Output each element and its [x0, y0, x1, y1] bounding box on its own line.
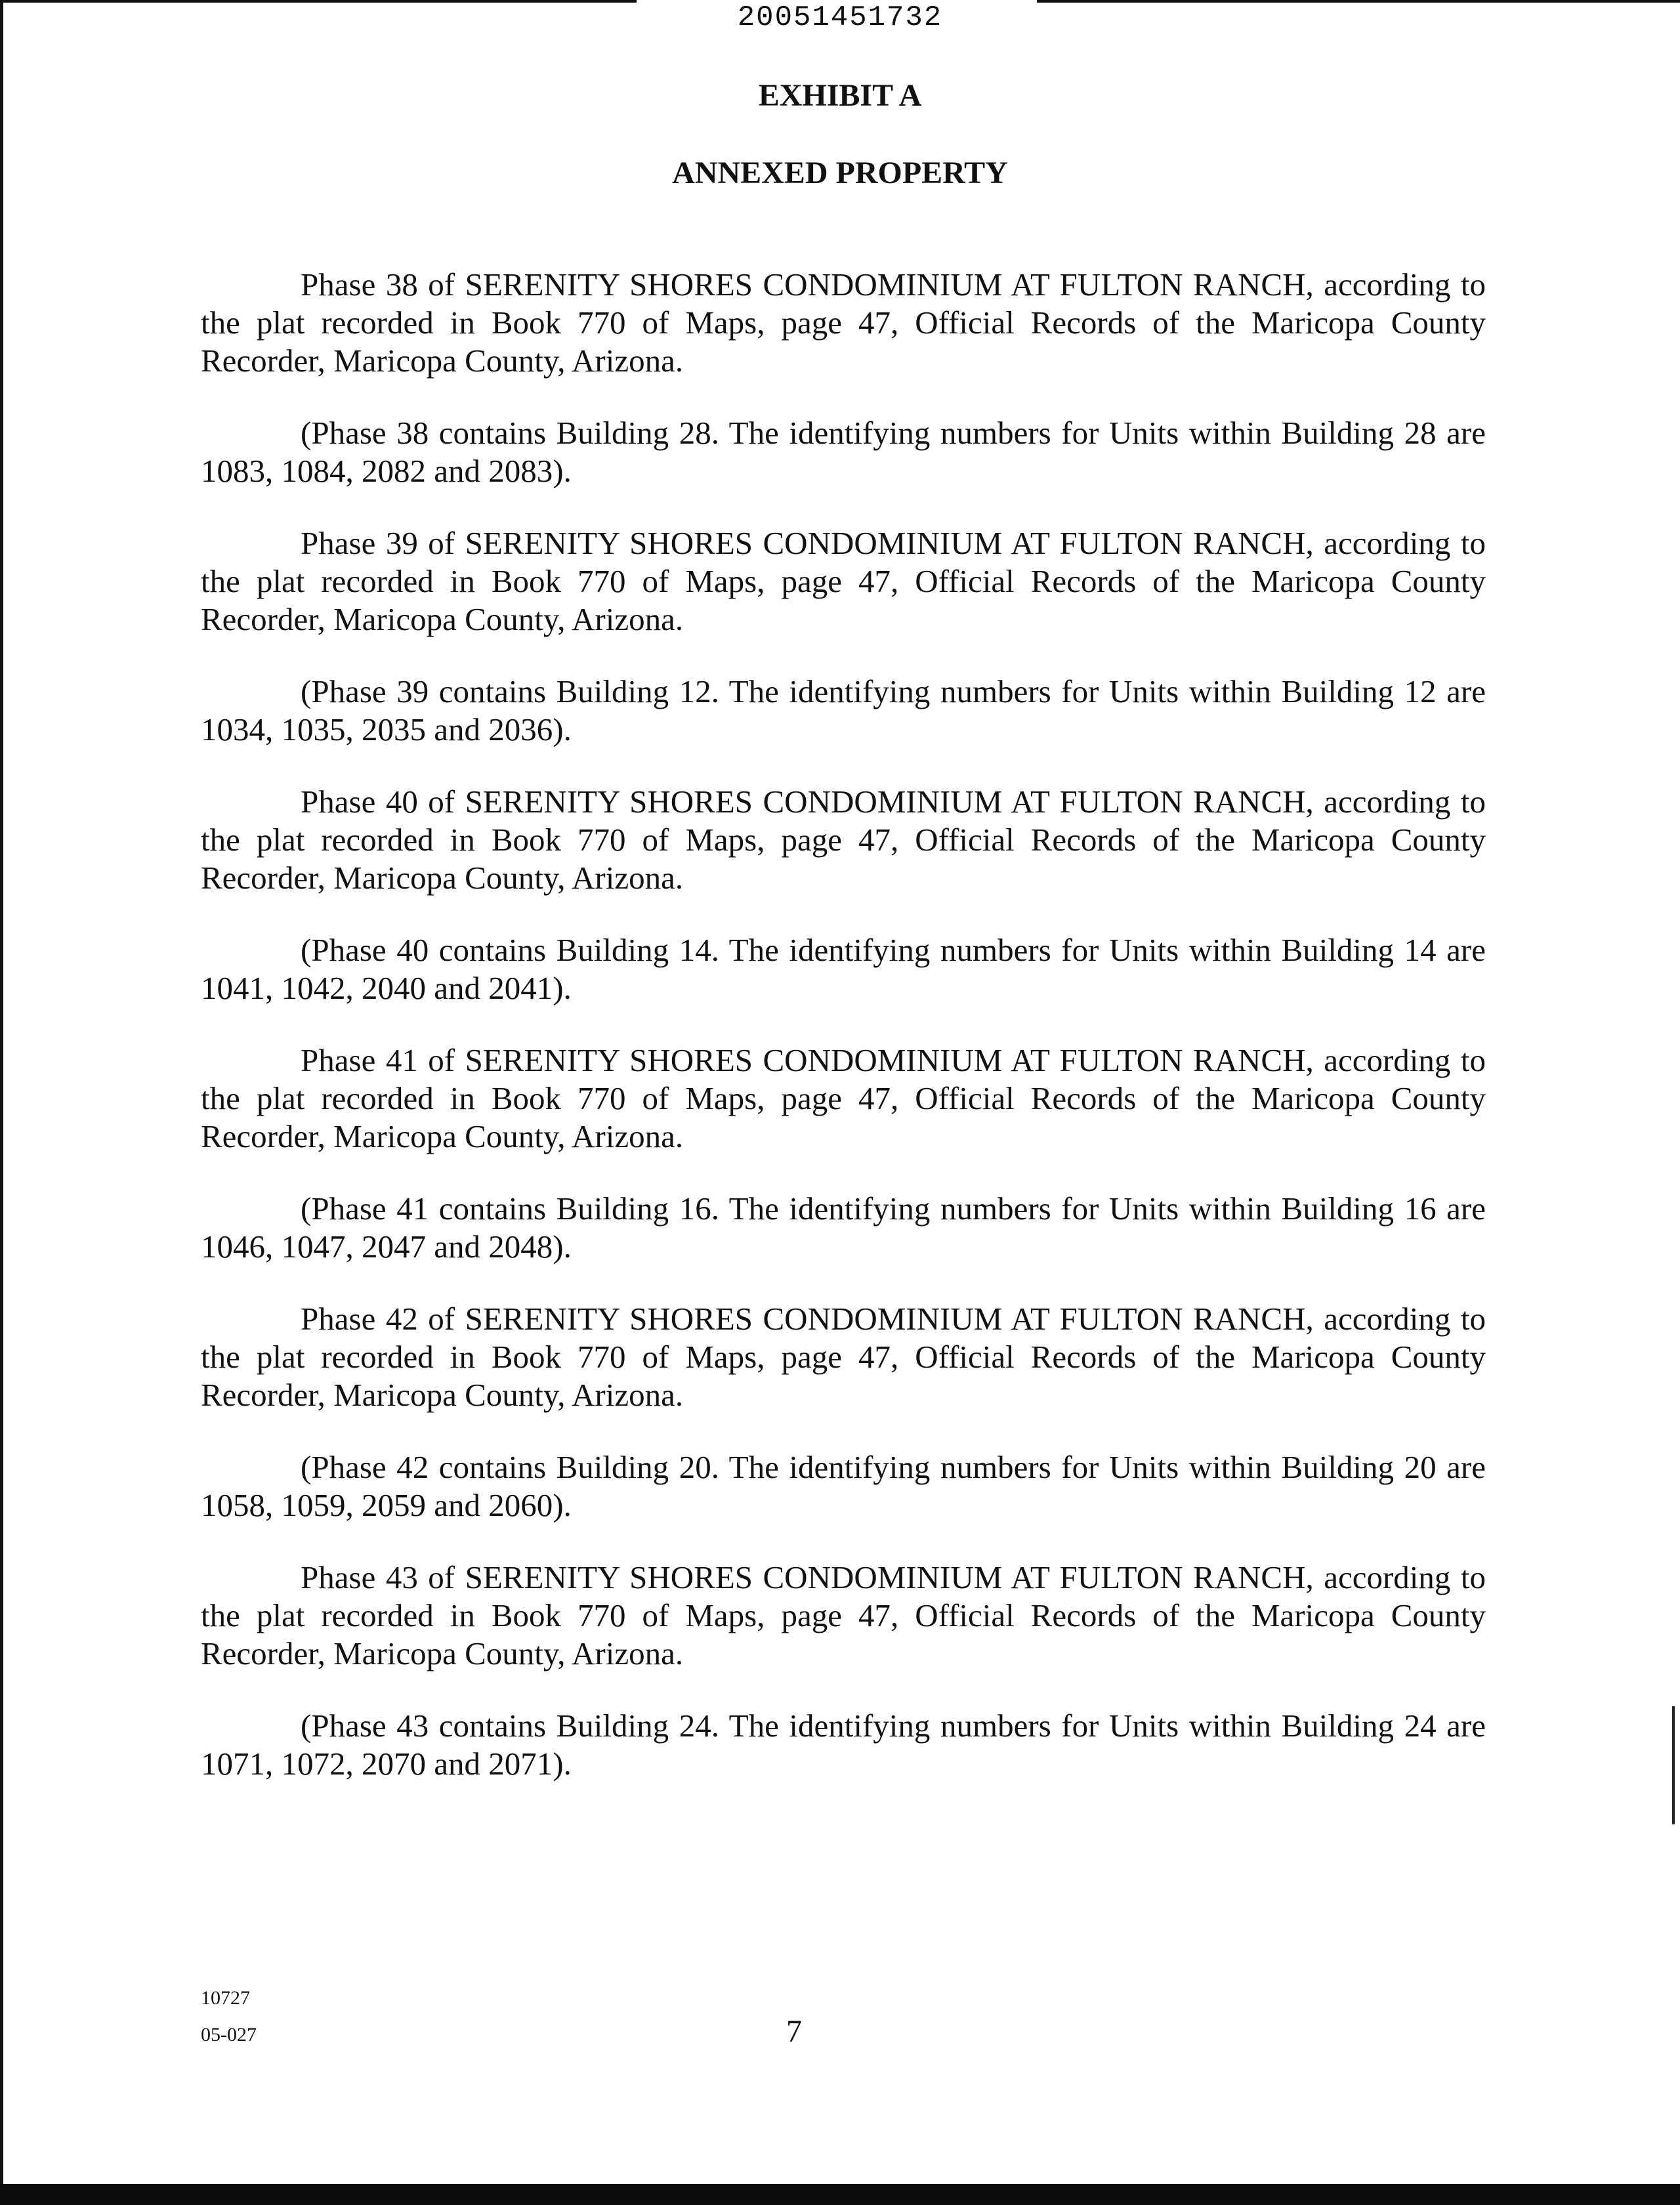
phase-40-description: Phase 40 of SERENITY SHORES CONDOMINIUM AT FULTON RANCH, according to the plat recorded in Book 770 of Maps, page 47, Official Records of the Maricopa County Recorder, Maricopa County, Arizona. — [201, 784, 1486, 896]
document-body — [201, 266, 1486, 1817]
phase-41-description: Phase 41 of SERENITY SHORES CONDOMINIUM AT FULTON RANCH, according to the plat recorded in Book 770 of Maps, page 47, Official Records of the Maricopa County Recorder, Maricopa County, Arizona. — [201, 1042, 1486, 1154]
phase-38-units: (Phase 38 contains Building 28. The identifying numbers for Units within Building 28 are 1083, 1084, 2082 and 2083). — [201, 415, 1486, 489]
bottom-scan-border — [0, 2184, 1680, 2205]
phase-43-description: Phase 43 of SERENITY SHORES CONDOMINIUM AT FULTON RANCH, according to the plat recorded in Book 770 of Maps, page 47, Official Records of the Maricopa County Recorder, Maricopa County, Arizona. — [201, 1559, 1486, 1671]
phase-42-description: Phase 42 of SERENITY SHORES CONDOMINIUM AT FULTON RANCH, according to the plat recorded in Book 770 of Maps, page 47, Official Records of the Maricopa County Recorder, Maricopa County, Arizona. — [201, 1301, 1486, 1413]
page-number: 7 — [786, 2014, 802, 2049]
section-title: ANNEXED PROPERTY — [672, 156, 1008, 190]
phase-39-units: (Phase 39 contains Building 12. The identifying numbers for Units within Building 12 are 1034, 1035, 2035 and 2036). — [201, 673, 1486, 747]
phase-43-units: (Phase 43 contains Building 24. The identifying numbers for Units within Building 24 are 1071, 1072, 2070 and 2071). — [201, 1708, 1486, 1782]
phase-42-units: (Phase 42 contains Building 20. The identifying numbers for Units within Building 20 are 1058, 1059, 2059 and 2060). — [201, 1449, 1486, 1523]
footer-doc-code-2: 05-027 — [201, 2024, 257, 2046]
exhibit-title: EXHIBIT A — [758, 78, 922, 113]
phase-38-description: Phase 38 of SERENITY SHORES CONDOMINIUM AT FULTON RANCH, according to the plat recorded in Book 770 of Maps, page 47, Official Records of the Maricopa County Recorder, Maricopa County, Arizona. — [201, 266, 1486, 379]
footer-doc-code-1: 10727 — [201, 1987, 250, 2009]
phase-39-description: Phase 39 of SERENITY SHORES CONDOMINIUM AT FULTON RANCH, according to the plat recorded in Book 770 of Maps, page 47, Official Records of the Maricopa County Recorder, Maricopa County, Arizona. — [201, 525, 1486, 637]
phase-40-units: (Phase 40 contains Building 14. The identifying numbers for Units within Building 14 are 1041, 1042, 2040 and 2041). — [201, 932, 1486, 1006]
recording-number: 20051451732 — [737, 1, 943, 34]
left-scan-edge — [0, 0, 3, 2205]
right-scan-mark — [1672, 1706, 1675, 1824]
phase-41-units: (Phase 41 contains Building 16. The identifying numbers for Units within Building 16 are 1046, 1047, 2047 and 2048). — [201, 1190, 1486, 1265]
